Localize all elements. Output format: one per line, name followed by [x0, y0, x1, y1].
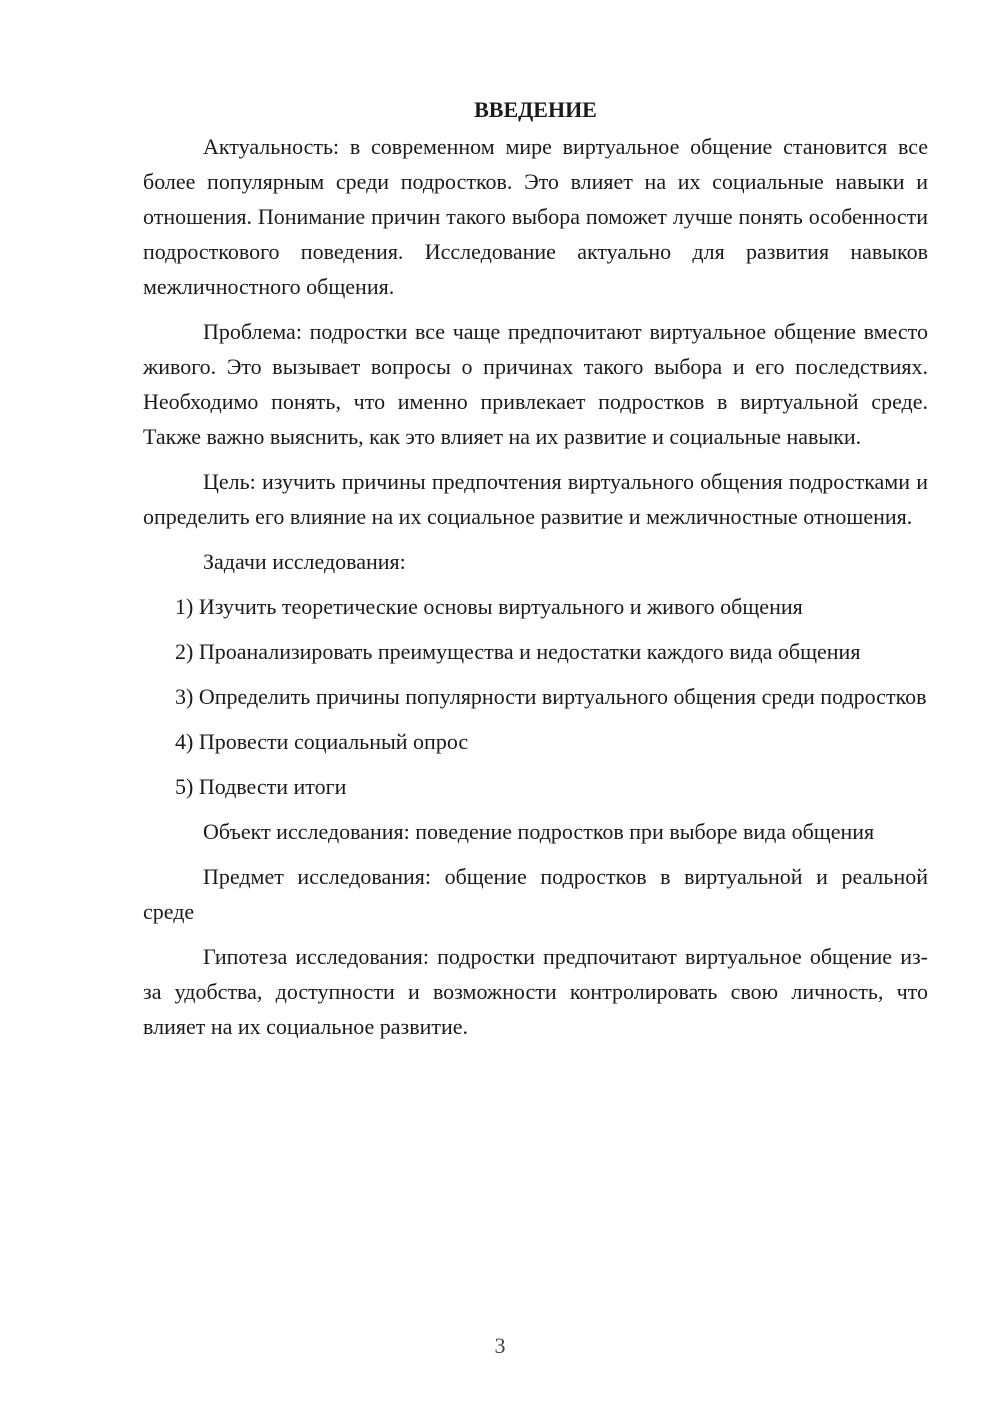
tasks-heading: Задачи исследования: [203, 549, 406, 574]
subject-paragraph: Предмет исследования: общение подростков в виртуальной и реальной среде [143, 864, 928, 924]
page-number: 3 [494, 1333, 506, 1358]
task-item-2: 2) Проанализировать преимущества и недостатки каждого вида общения [175, 639, 861, 664]
document-page [143, 92, 928, 1054]
hypothesis-paragraph: Гипотеза исследования: подростки предпочитают виртуальное общение из-за удобства, доступности и возможности контролировать свою личность, что влияет на их социальное развитие. [143, 944, 928, 1039]
object-paragraph: Объект исследования: поведение подростков при выборе вида общения [203, 819, 875, 844]
task-item-4: 4) Провести социальный опрос [175, 729, 469, 754]
task-item-5: 5) Подвести итоги [175, 774, 347, 799]
problem-paragraph: Проблема: подростки все чаще предпочитают виртуальное общение вместо живого. Это вызывает вопросы о причинах такого выбора и его последствиях. Необходимо понять, что именно привлекает подростков в виртуальной среде. Также важно выяснить, как это влияет на их развитие и социальные навыки. [143, 319, 928, 449]
task-item-1: 1) Изучить теоретические основы виртуального и живого общения [175, 594, 803, 619]
task-item-3: 3) Определить причины популярности виртуального общения среди подростков [175, 684, 927, 709]
section-title: ВВЕДЕНИЕ [474, 97, 597, 122]
relevance-paragraph: Актуальность: в современном мире виртуальное общение становится все более популярным среди подростков. Это влияет на их социальные навыки и отношения. Понимание причин такого выбора поможет лучше понять особенности подросткового поведения. Исследование актуально для развития навыков межличностного общения. [143, 134, 928, 299]
goal-paragraph: Цель: изучить причины предпочтения виртуального общения подростками и определить его влияние на их социальное развитие и межличностные отношения. [143, 469, 928, 529]
